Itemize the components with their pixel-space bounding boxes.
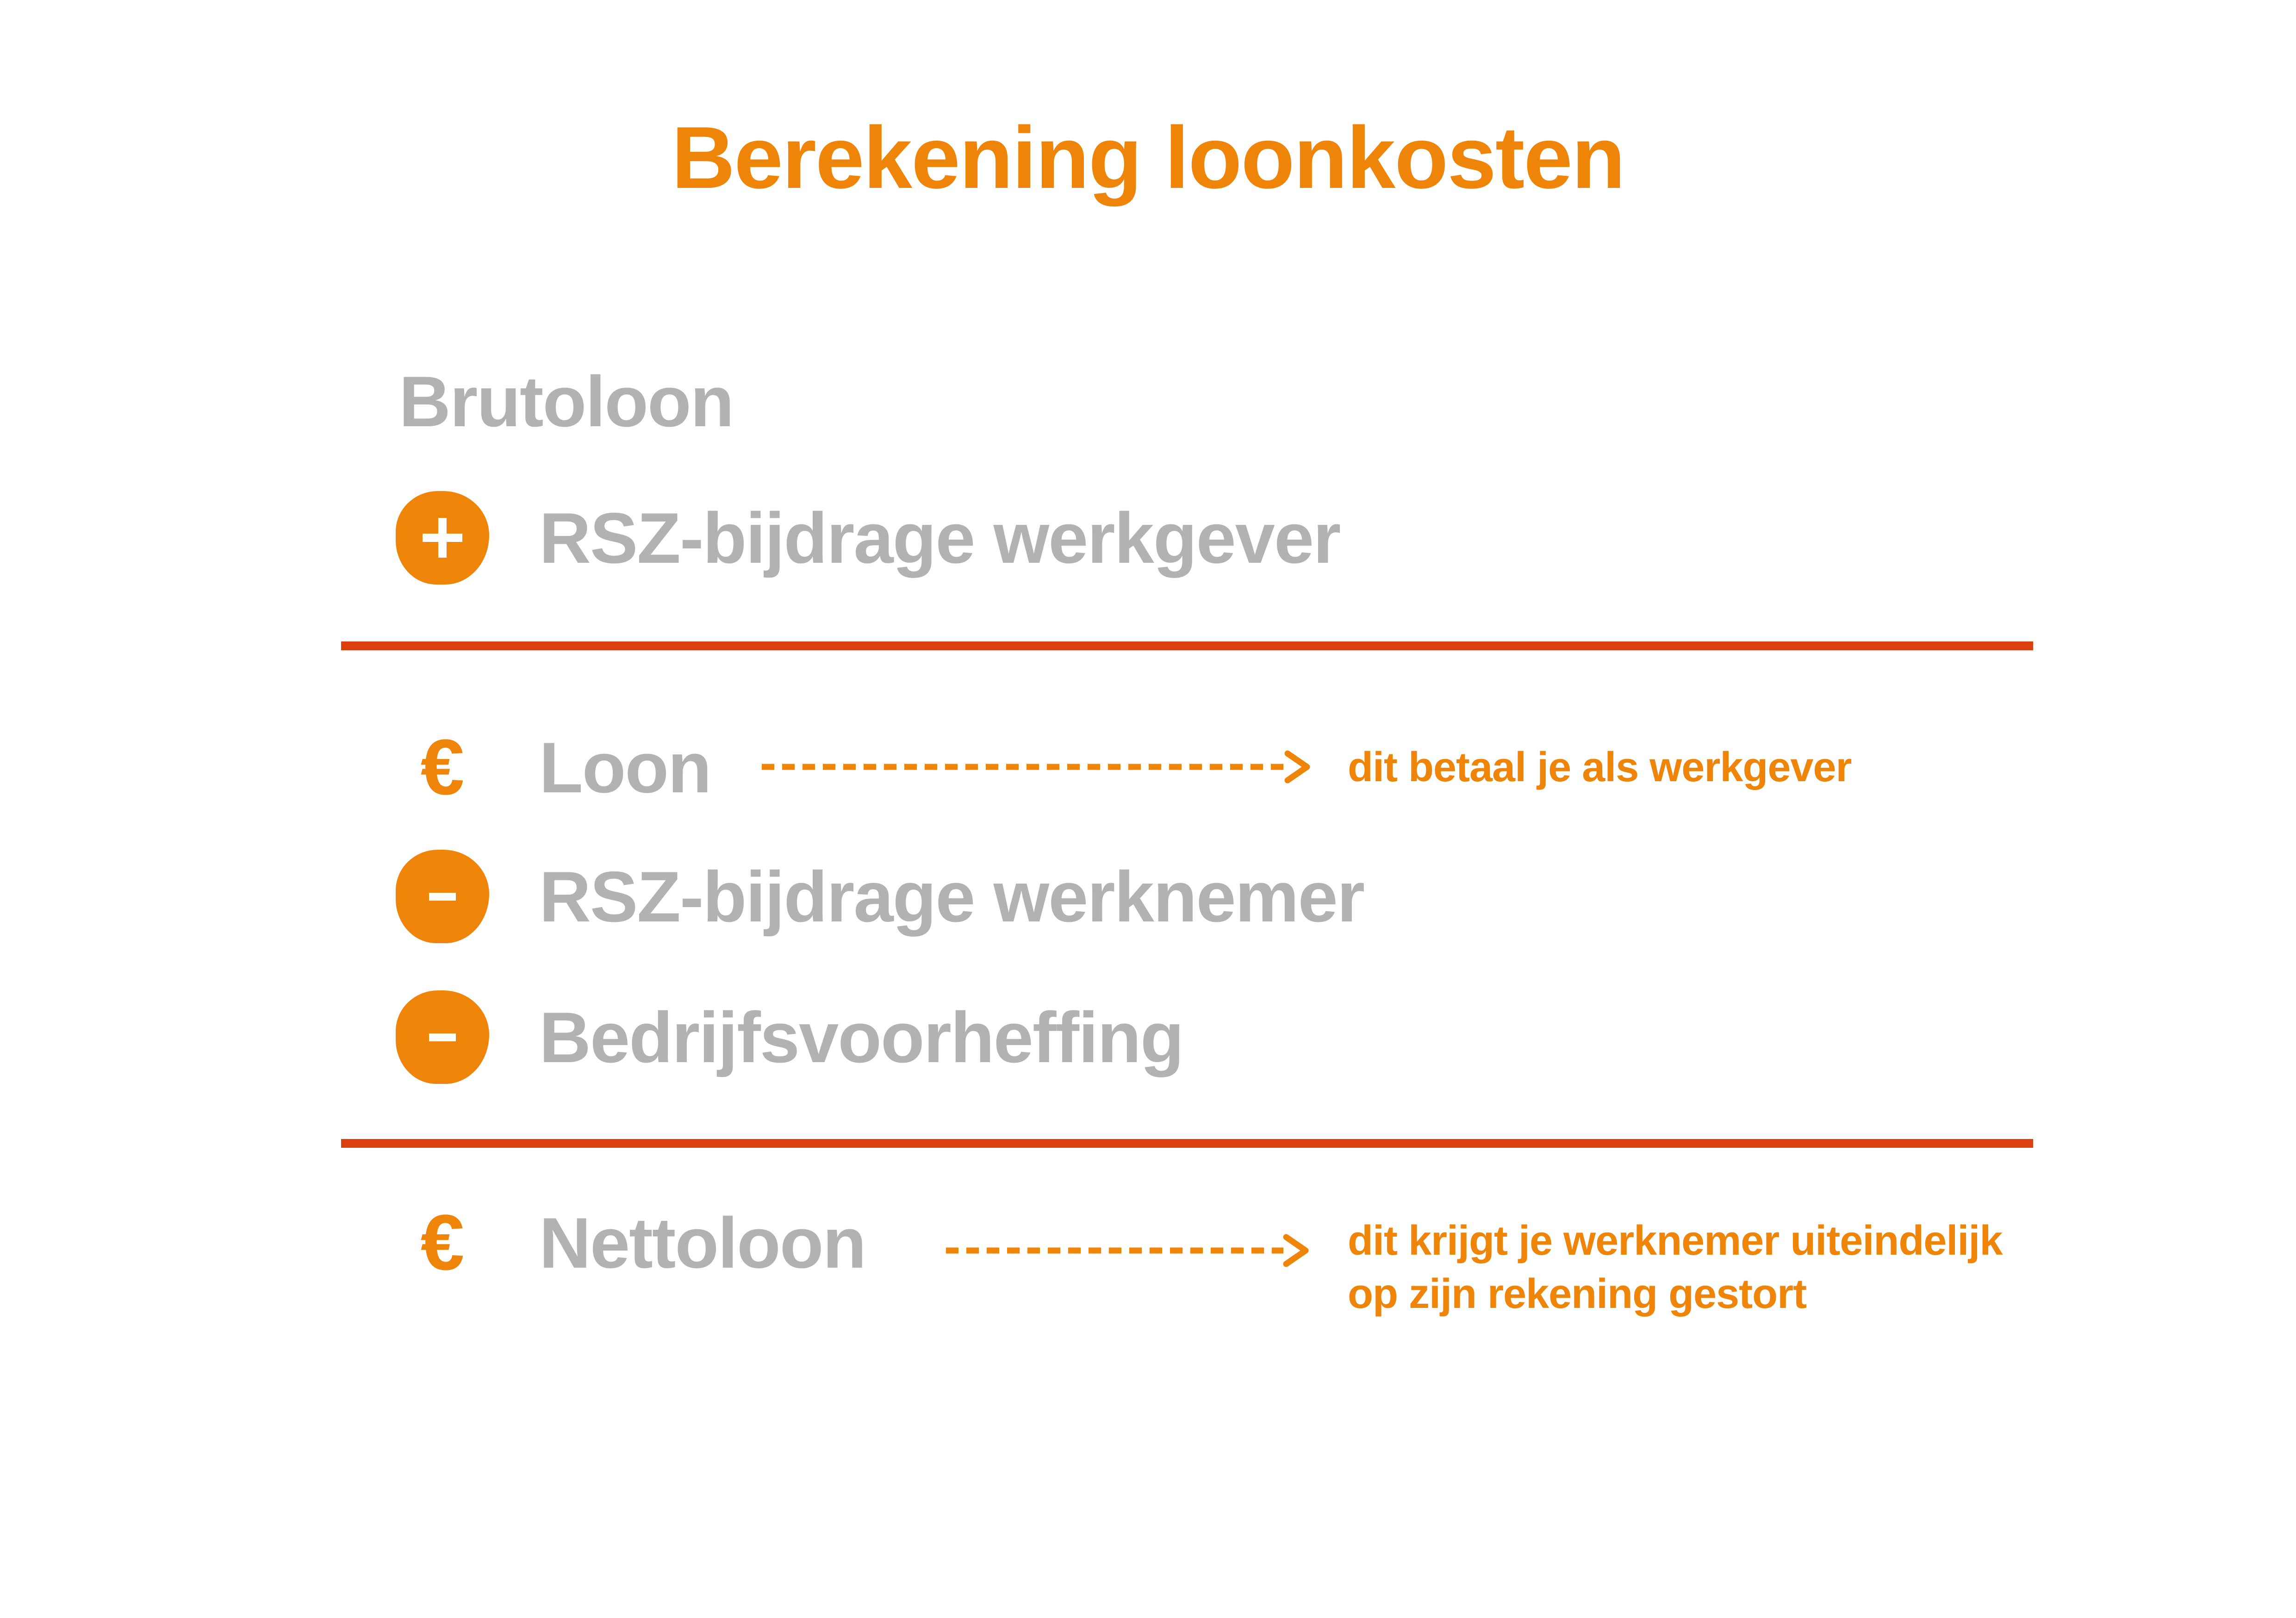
minus-icon-2-bar [429, 1033, 456, 1041]
minus-icon-2 [396, 990, 489, 1084]
row-nettoloon [396, 1196, 865, 1289]
nettoloon-label: Nettoloon [539, 1202, 866, 1283]
arrowhead-nettoloon [1286, 1237, 1306, 1264]
divider-line-bottom [341, 1139, 2033, 1148]
rsz-werknemer-label: RSZ-bijdrage werknemer [539, 856, 1364, 937]
plus-icon [396, 491, 489, 585]
plus-icon-circle [396, 491, 489, 585]
minus-icon-1-circle [396, 850, 489, 943]
nettoloon-annotation-line2: op zijn rekening gestort [1348, 1271, 1807, 1317]
divider-line-top [341, 641, 2033, 650]
row-rsz-werkgever [396, 491, 1340, 585]
page-title: Berekening loonkosten [672, 109, 1624, 207]
euro-symbol-nettoloon: € [420, 1199, 465, 1287]
euro-icon-nettoloon [396, 1196, 489, 1289]
minus-icon-2-circle [396, 990, 489, 1084]
arrowhead-loon [1288, 753, 1307, 780]
euro-icon-loon [396, 721, 489, 814]
dashed-arrow-loon [759, 748, 1314, 785]
dashed-arrow-nettoloon [944, 1232, 1314, 1269]
loon-label: Loon [539, 727, 711, 808]
loon-annotation: dit betaal je als werkgever [1348, 744, 1852, 790]
row-bedrijfsvoorheffing [396, 990, 1183, 1084]
minus-icon-1 [396, 850, 489, 943]
row-loon [396, 721, 711, 814]
rsz-werkgever-label: RSZ-bijdrage werkgever [539, 498, 1340, 578]
euro-symbol-loon: € [420, 723, 465, 811]
nettoloon-annotation [1348, 1214, 2002, 1321]
minus-icon-1-bar [429, 893, 456, 901]
bedrijfsvoorheffing-label: Bedrijfsvoorheffing [539, 997, 1183, 1077]
row-rsz-werknemer [396, 850, 1364, 943]
plus-icon-bar-vertical [438, 518, 447, 558]
nettoloon-annotation-line1: dit krijgt je werknemer uiteindelijk [1348, 1218, 2003, 1264]
brutoloon-label: Brutoloon [399, 361, 734, 442]
